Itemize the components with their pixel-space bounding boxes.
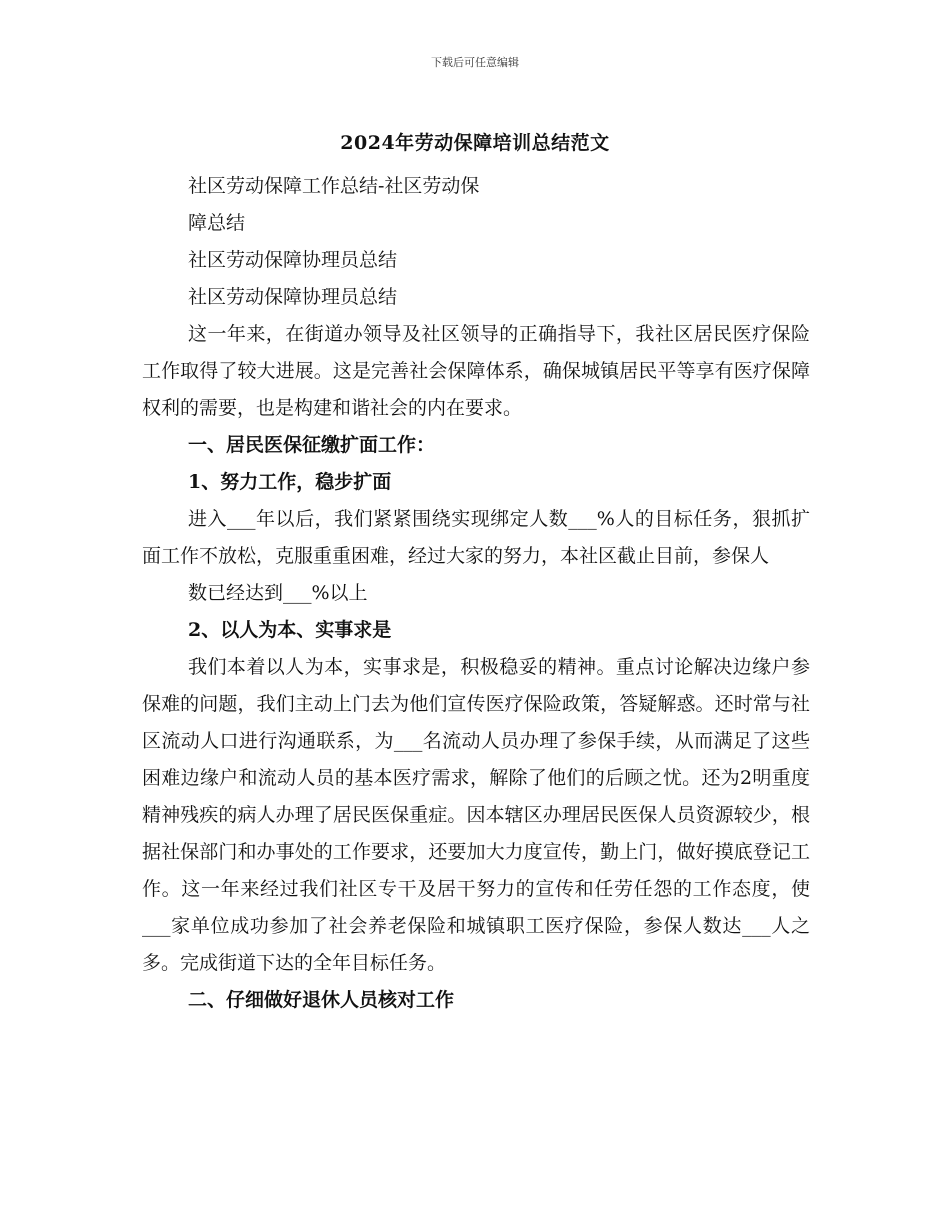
- paragraph: 进入___年以后，我们紧紧围绕实现绑定人数___%人的目标任务，狠抓扩面工作不放松，克服重重困难，经过大家的努力，本社区截止目前，参保人: [142, 508, 810, 567]
- document-body: [142, 168, 810, 1019]
- section-heading: 二、仔细做好退休人员核对工作: [188, 989, 455, 1011]
- subsection-heading: 1、努力工作，稳步扩面: [188, 471, 392, 493]
- paragraph: 我们本着以人为本，实事求是，积极稳妥的精神。重点讨论解决边缘户参保难的问题，我们主动上门去为他们宣传医疗保险政策，答疑解惑。还时常与社区流动人口进行沟通联系，为___名流动人员办理了参保手续，从而满足了这些困难边缘户和流动人员的基本医疗需求，解除了他们的后顾之忧。还为2明重度精神残疾的病人办理了居民医保重症。因本辖区办理居民医保人员资源较少，根据社保部门和办事处的工作要求，还要加大力度宣传，勤上门，做好摸底登记工作。这一年来经过我们社区专干及居干努力的宣传和任劳任怨的工作态度，使___家单位成功参加了社会养老保险和城镇职工医疗保险，参保人数达___人之多。完成街道下达的全年目标任务。: [142, 656, 810, 974]
- subsection-heading: 2、以人为本、实事求是: [188, 619, 392, 641]
- document-title: 2024年劳动保障培训总结范文: [340, 132, 610, 154]
- paragraph: 这一年来，在街道办领导及社区领导的正确指导下，我社区居民医疗保险工作取得了较大进展。这是完善社会保障体系，确保城镇居民平等享有医疗保障权利的需要，也是构建和谐社会的内在要求。: [142, 323, 810, 419]
- paragraph: 社区劳动保障协理员总结: [188, 249, 398, 271]
- paragraph: 障总结: [188, 212, 246, 234]
- paragraph: 社区劳动保障工作总结-社区劳动保: [188, 175, 480, 197]
- paragraph: 数已经达到___%以上: [188, 582, 368, 604]
- section-heading: 一、居民医保征缴扩面工作：: [188, 434, 436, 456]
- paragraph: 社区劳动保障协理员总结: [188, 286, 398, 308]
- header-note: 下载后可任意编辑: [431, 56, 519, 69]
